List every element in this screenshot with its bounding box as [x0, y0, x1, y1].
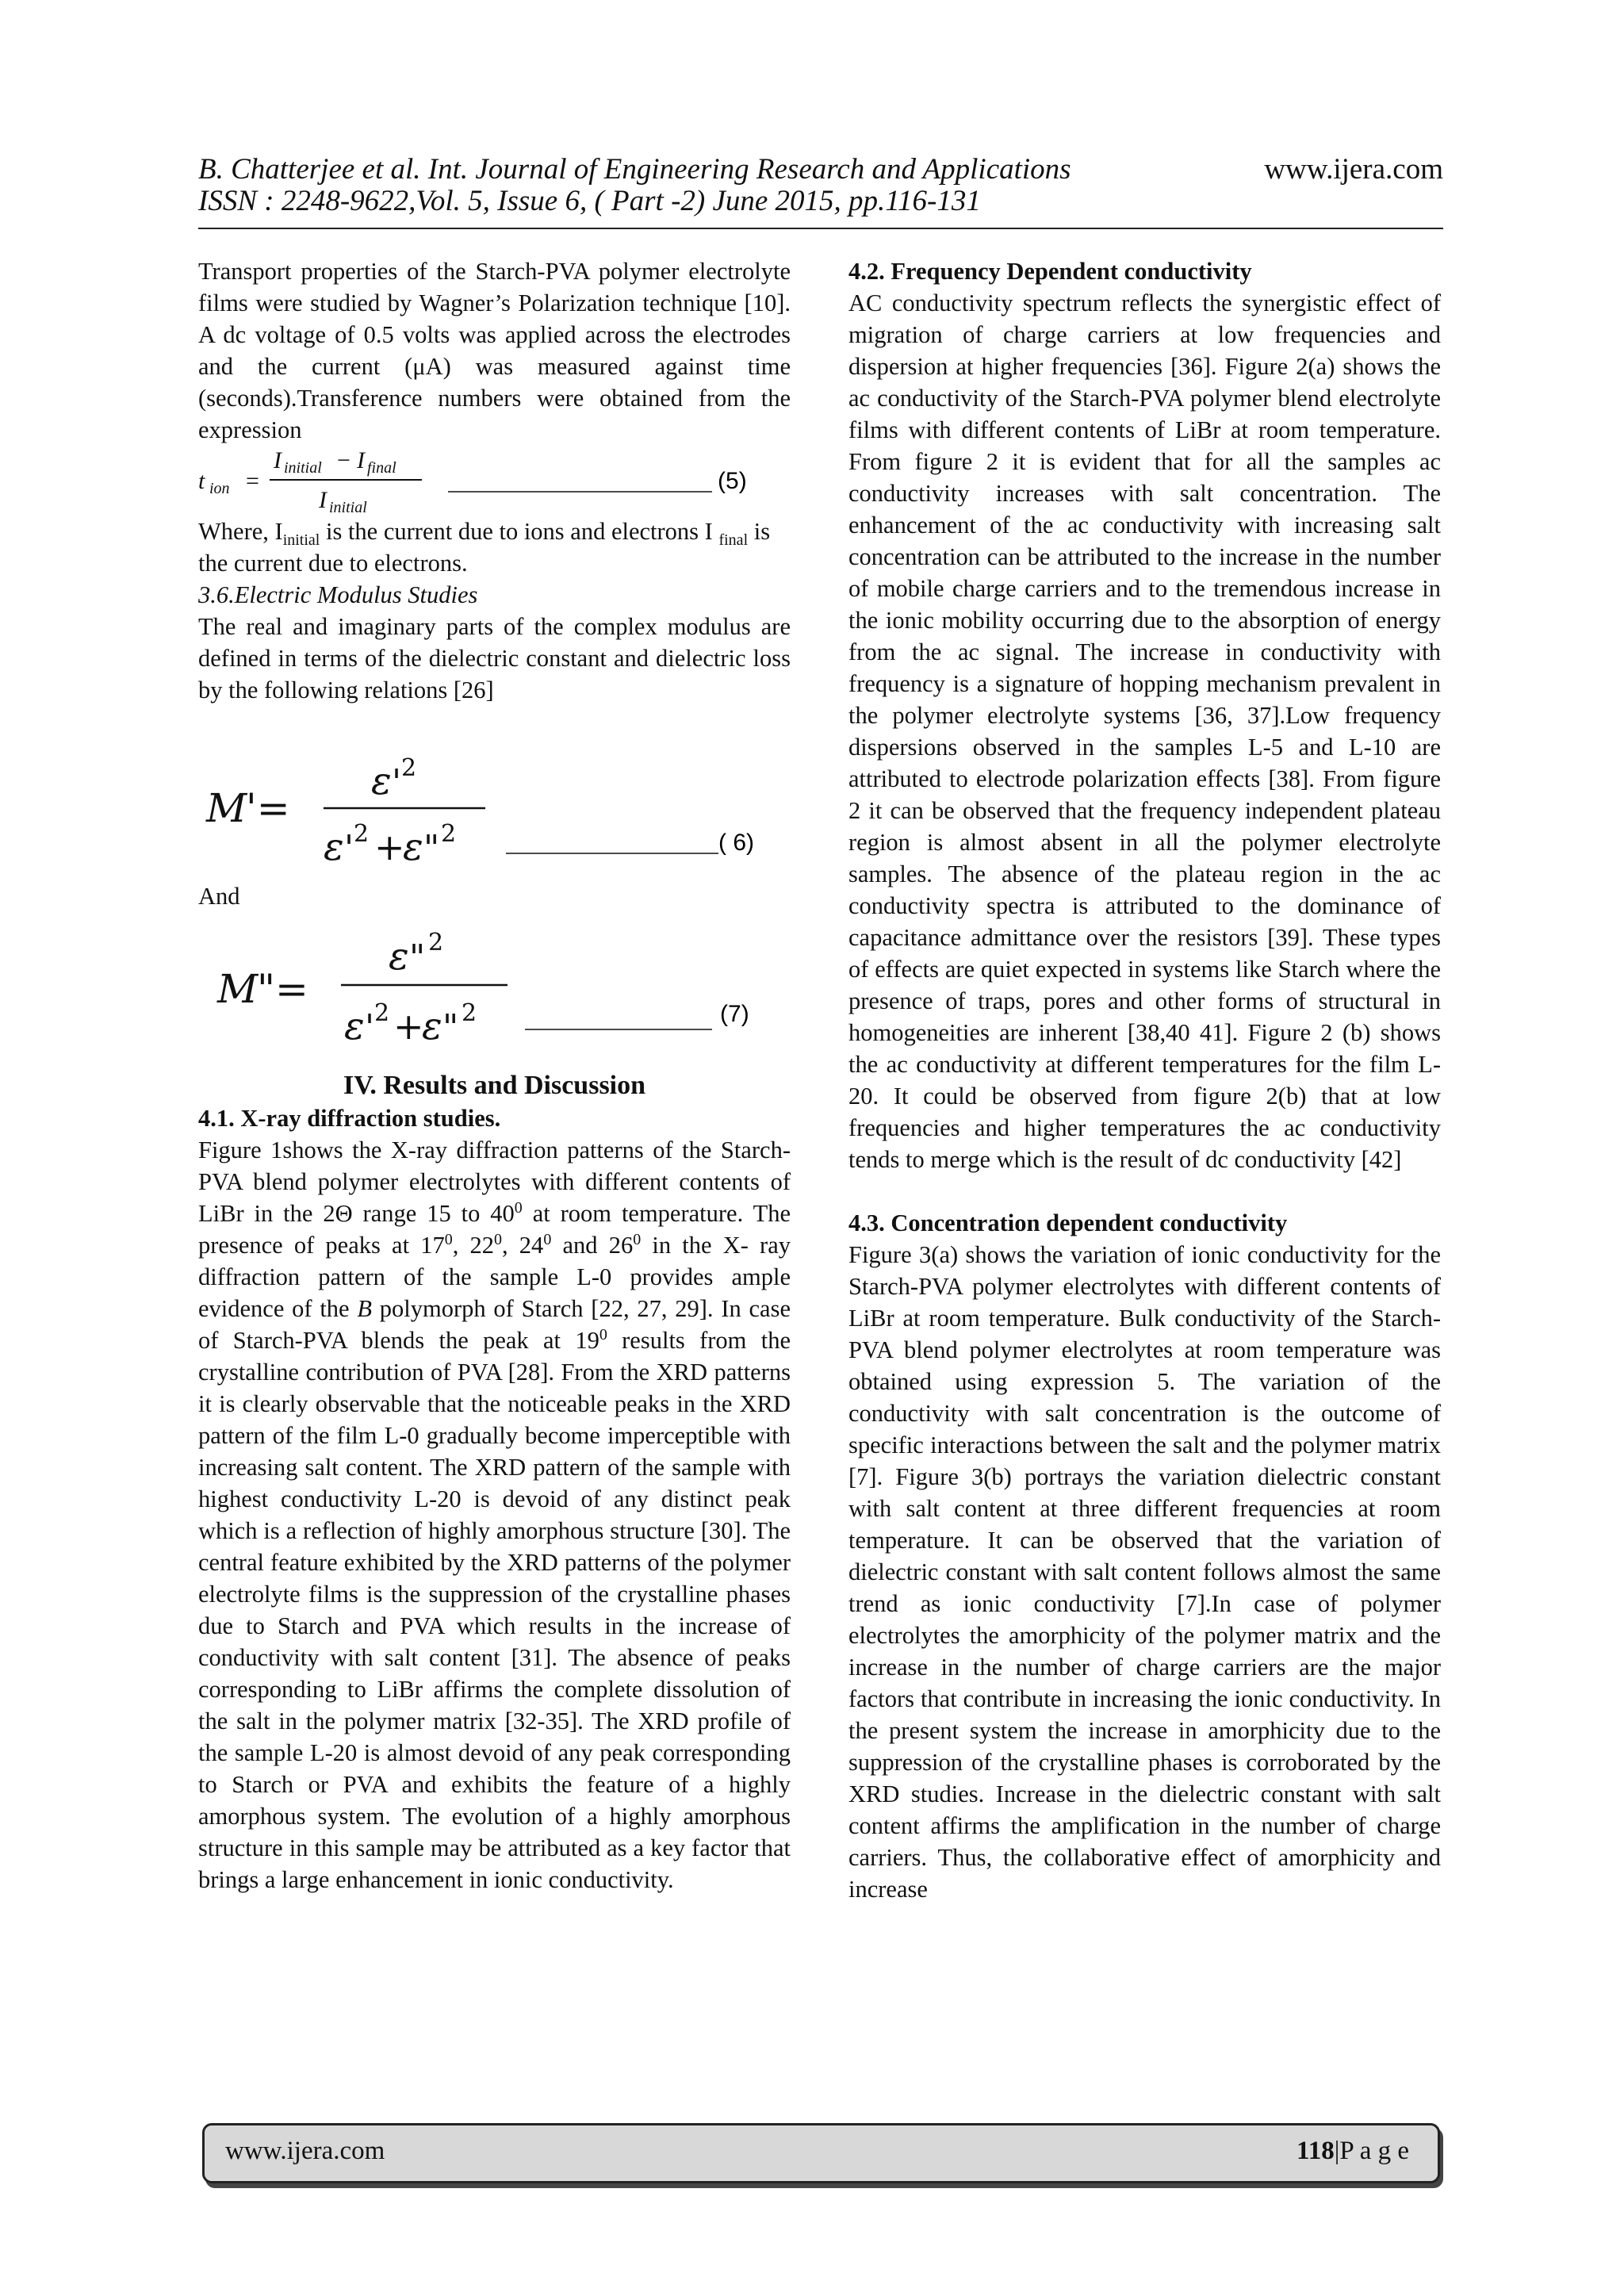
svg-text:2: 2: [462, 999, 477, 1027]
svg-text:ε: ε: [403, 825, 423, 869]
svg-text:ε: ε: [371, 759, 392, 803]
xrd-text-a: Figure 1shows the X-ray diffraction patterns of the Starch-PVA blend polymer electrolytes with different contents of LiBr in the 2Θ range 15 to 40: [198, 1137, 791, 1227]
xrd-text-b: at room temperature. The presence of peaks at 17: [198, 1200, 791, 1259]
header-url[interactable]: www.ijera.com: [1264, 153, 1443, 186]
svg-text:t: t: [198, 468, 205, 494]
svg-text:ε: ε: [422, 1004, 442, 1048]
header-issn: ISSN : 2248-9622,Vol. 5, Issue 6, ( Part -2) June 2015, pp.116-131: [198, 185, 981, 217]
degree-sup: 0: [543, 1230, 552, 1248]
svg-text:M: M: [217, 966, 259, 1012]
where-sub-initial: initial: [282, 531, 320, 550]
degree-sup: 0: [444, 1230, 453, 1248]
svg-text:I: I: [319, 487, 327, 513]
equation-7-number: 7: [728, 1001, 741, 1027]
svg-text:I: I: [274, 447, 282, 473]
xrd-text-h: polymorph of Starch [22, 27, 29]. In case of Starch-PVA blends the peak at 19: [198, 1295, 791, 1354]
svg-text:": ": [423, 828, 440, 868]
section-4-3-heading: 4.3. Concentration dependent conductivity: [848, 1209, 1288, 1236]
degree-sup: 0: [514, 1198, 523, 1217]
degree-sup: 0: [599, 1325, 607, 1343]
header-rule: [198, 228, 1443, 229]
frequency-paragraph: AC conductivity spectrum reflects the synergistic effect of migration of charge carriers at low frequencies and dispersion at higher frequencies [36]. Figure 2(a) shows the ac conductivity of the Starch-PVA polymer blend electrolyte films with different contents of LiBr at room temperature. From figure 2 it is evident that for all the samples ac conductivity increases with salt concentration. The enhancement of the ac conductivity with increasing salt concentration can be attributed to the increase in the number of mobile charge carriers and to the tremendous increase in the ionic mobility occurring due to the absorption of energy from the ac signal. The increase in conductivity with frequency is a signature of hopping mechanism prevalent in the polymer electrolyte systems [36, 37].Low frequency dispersions observed in the samples L-5 and L-10 are attributed to electrode polarization effects [38]. From figure 2 it can be observed that the frequency independent plateau region is almost absent in all the polymer electrolyte samples. The absence of the plateau region in the ac conductivity spectra is attributed to the dominance of capacitance admittance over the resistors [39]. These types of effects are quiet expected in systems like Starch where the presence of traps, pores and other forms of structural in homogeneities are inherent [38,40 41]. Figure 2 (b) shows the ac conductivity at different temperatures for the film L-20. It could be observed from figure 2(b) that at low frequencies and higher temperatures the ac conductivity tends to merge which is the result of dc conductivity [42]: [848, 289, 1441, 1173]
svg-text:'=: '=: [246, 785, 290, 831]
running-header: [198, 154, 1443, 217]
equation-7: [198, 917, 791, 1056]
svg-text:"=: "=: [257, 966, 308, 1012]
svg-text:2: 2: [354, 820, 370, 848]
svg-text:(7): (7): [720, 1001, 749, 1027]
section-4-1-heading: 4.1. X-ray diffraction studies.: [198, 1105, 501, 1132]
svg-text:ε: ε: [344, 1004, 365, 1048]
spacer: [848, 1175, 1441, 1207]
equation-6-graphic: [198, 742, 791, 884]
svg-text:=: =: [246, 468, 259, 494]
equation-6: [198, 742, 791, 884]
svg-text:M: M: [206, 785, 247, 831]
xrd-text-i: results from the crystalline contribution of PVA [28]. From the XRD patterns it is clearly observable that the noticeable peaks in the XRD pattern of the film L-0 gradually become imperceptible with increasing salt content. The XRD pattern of the sample with highest conductivity L-20 is devoid of any distinct peak which is a reflection of highly amorphous structure [30]. The central feature exhibited by the XRD patterns of the polymer electrolyte films is the suppression of the crystalline phases due to Starch and PVA which results in the increase of conductivity with salt content [31]. The absence of peaks corresponding to LiBr affirms the complete dissolution of the salt in the polymer matrix [32-35]. The XRD profile of the sample L-20 is almost devoid of any peak corresponding to Starch or PVA and exhibits the feature of a highly amorphous system. The evolution of a highly amorphous structure in this sample may be attributed as a key factor that brings a large enhancement in ionic conductivity.: [198, 1327, 791, 1893]
where-sub-final: final: [718, 531, 749, 550]
xrd-text-e: and 26: [551, 1232, 634, 1259]
svg-text:−: −: [337, 447, 350, 473]
degree-sup: 0: [633, 1230, 642, 1248]
right-column: [848, 255, 1441, 1905]
svg-text:': ': [344, 828, 354, 868]
svg-text:": ": [442, 1007, 459, 1048]
svg-text:(5): (5): [718, 468, 747, 494]
header-citation: B. Chatterjee et al. Int. Journal of Engineering Research and Applications: [198, 153, 1071, 186]
svg-text:ion: ion: [209, 480, 230, 497]
svg-text:initial: initial: [284, 459, 322, 477]
equation-5: [198, 446, 791, 516]
svg-text:I: I: [357, 447, 365, 473]
svg-text:2: 2: [428, 929, 444, 956]
page-label: |P a g e: [1334, 2137, 1409, 2165]
section-3-6-heading: 3.6.Electric Modulus Studies: [198, 581, 478, 608]
section-4-2-heading: 4.2. Frequency Dependent conductivity: [848, 258, 1252, 285]
page-footer: [202, 2123, 1440, 2183]
equation-5-number: 5: [726, 468, 739, 494]
svg-text:ε: ε: [389, 934, 409, 979]
svg-text:ε: ε: [324, 825, 344, 869]
where-text-b: is the current due to ions and electrons I: [320, 518, 713, 545]
where-text-c: is the current due to electrons.: [198, 518, 771, 577]
xrd-text-d: , 24: [502, 1232, 544, 1259]
degree-sup: 0: [494, 1230, 503, 1248]
footer-url[interactable]: www.ijera.com: [225, 2137, 385, 2165]
page-number: [1297, 2137, 1409, 2166]
svg-text:final: final: [367, 459, 396, 477]
svg-text:initial: initial: [329, 499, 367, 516]
svg-text:2: 2: [401, 754, 417, 782]
svg-text:': ': [365, 1007, 375, 1048]
xrd-b-polymorph: B: [357, 1295, 373, 1322]
svg-text:+: +: [374, 826, 405, 868]
left-column: [198, 255, 791, 1895]
section-4-2-number: 4.2: [848, 258, 879, 285]
xrd-text-c: , 22: [452, 1232, 495, 1259]
xrd-text-f: in the X- ray diffraction pattern of the sample L-0 provides ample evidence of the: [198, 1232, 791, 1322]
svg-text:': ': [392, 762, 402, 803]
transport-paragraph: Transport properties of the Starch-PVA polymer electrolyte films were studied by Wagner’s Polarization technique [10]. A dc voltage of 0.5 volts was applied across the electrodes and the current (μA) was measured against time (seconds).Transference numbers were obtained from the expression: [198, 258, 791, 443]
and-word: And: [198, 883, 240, 910]
where-text-a: Where, I: [198, 518, 283, 545]
equation-7-graphic: [198, 917, 791, 1056]
svg-text:( 6): ( 6): [718, 830, 755, 856]
section-4-2-title: Frequency Dependent conductivity: [891, 258, 1252, 285]
svg-text:": ": [409, 937, 426, 978]
svg-text:+: +: [393, 1005, 424, 1048]
page-number-value: 118: [1297, 2137, 1335, 2165]
svg-text:2: 2: [441, 820, 457, 848]
equation-5-graphic: [198, 446, 791, 516]
where-paragraph: [198, 516, 791, 579]
xrd-paragraph: [198, 1134, 791, 1895]
svg-text:2: 2: [374, 999, 390, 1027]
modulus-paragraph: The real and imaginary parts of the complex modulus are defined in terms of the dielectric constant and dielectric loss by the following relations [26]: [198, 613, 791, 703]
equation-6-number: 6: [733, 830, 747, 856]
section-iv-heading: IV. Results and Discussion: [343, 1071, 646, 1100]
concentration-paragraph: Figure 3(a) shows the variation of ionic conductivity for the Starch-PVA polymer electrolytes with different contents of LiBr at room temperature. Bulk conductivity of the Starch-PVA blend polymer electrolytes at room temperature was obtained using expression 5. The variation of the conductivity with salt concentration is the outcome of specific interactions between the salt and the polymer matrix [7]. Figure 3(b) portrays the variation dielectric constant with salt content at three different frequencies at room temperature. It can be observed that the variation of dielectric constant with salt content follows almost the same trend as ionic conductivity [7].In case of polymer electrolytes the amorphicity of the polymer matrix and the increase in the number of charge carriers are the major factors that contribute in increasing the ionic conductivity. In the present system the increase in amorphicity due to the suppression of the crystalline phases is corroborated by the XRD studies. Increase in the dielectric constant with salt content affirms the amplification in the number of charge carriers. Thus, the collaborative effect of amorphicity and increase: [848, 1241, 1441, 1903]
